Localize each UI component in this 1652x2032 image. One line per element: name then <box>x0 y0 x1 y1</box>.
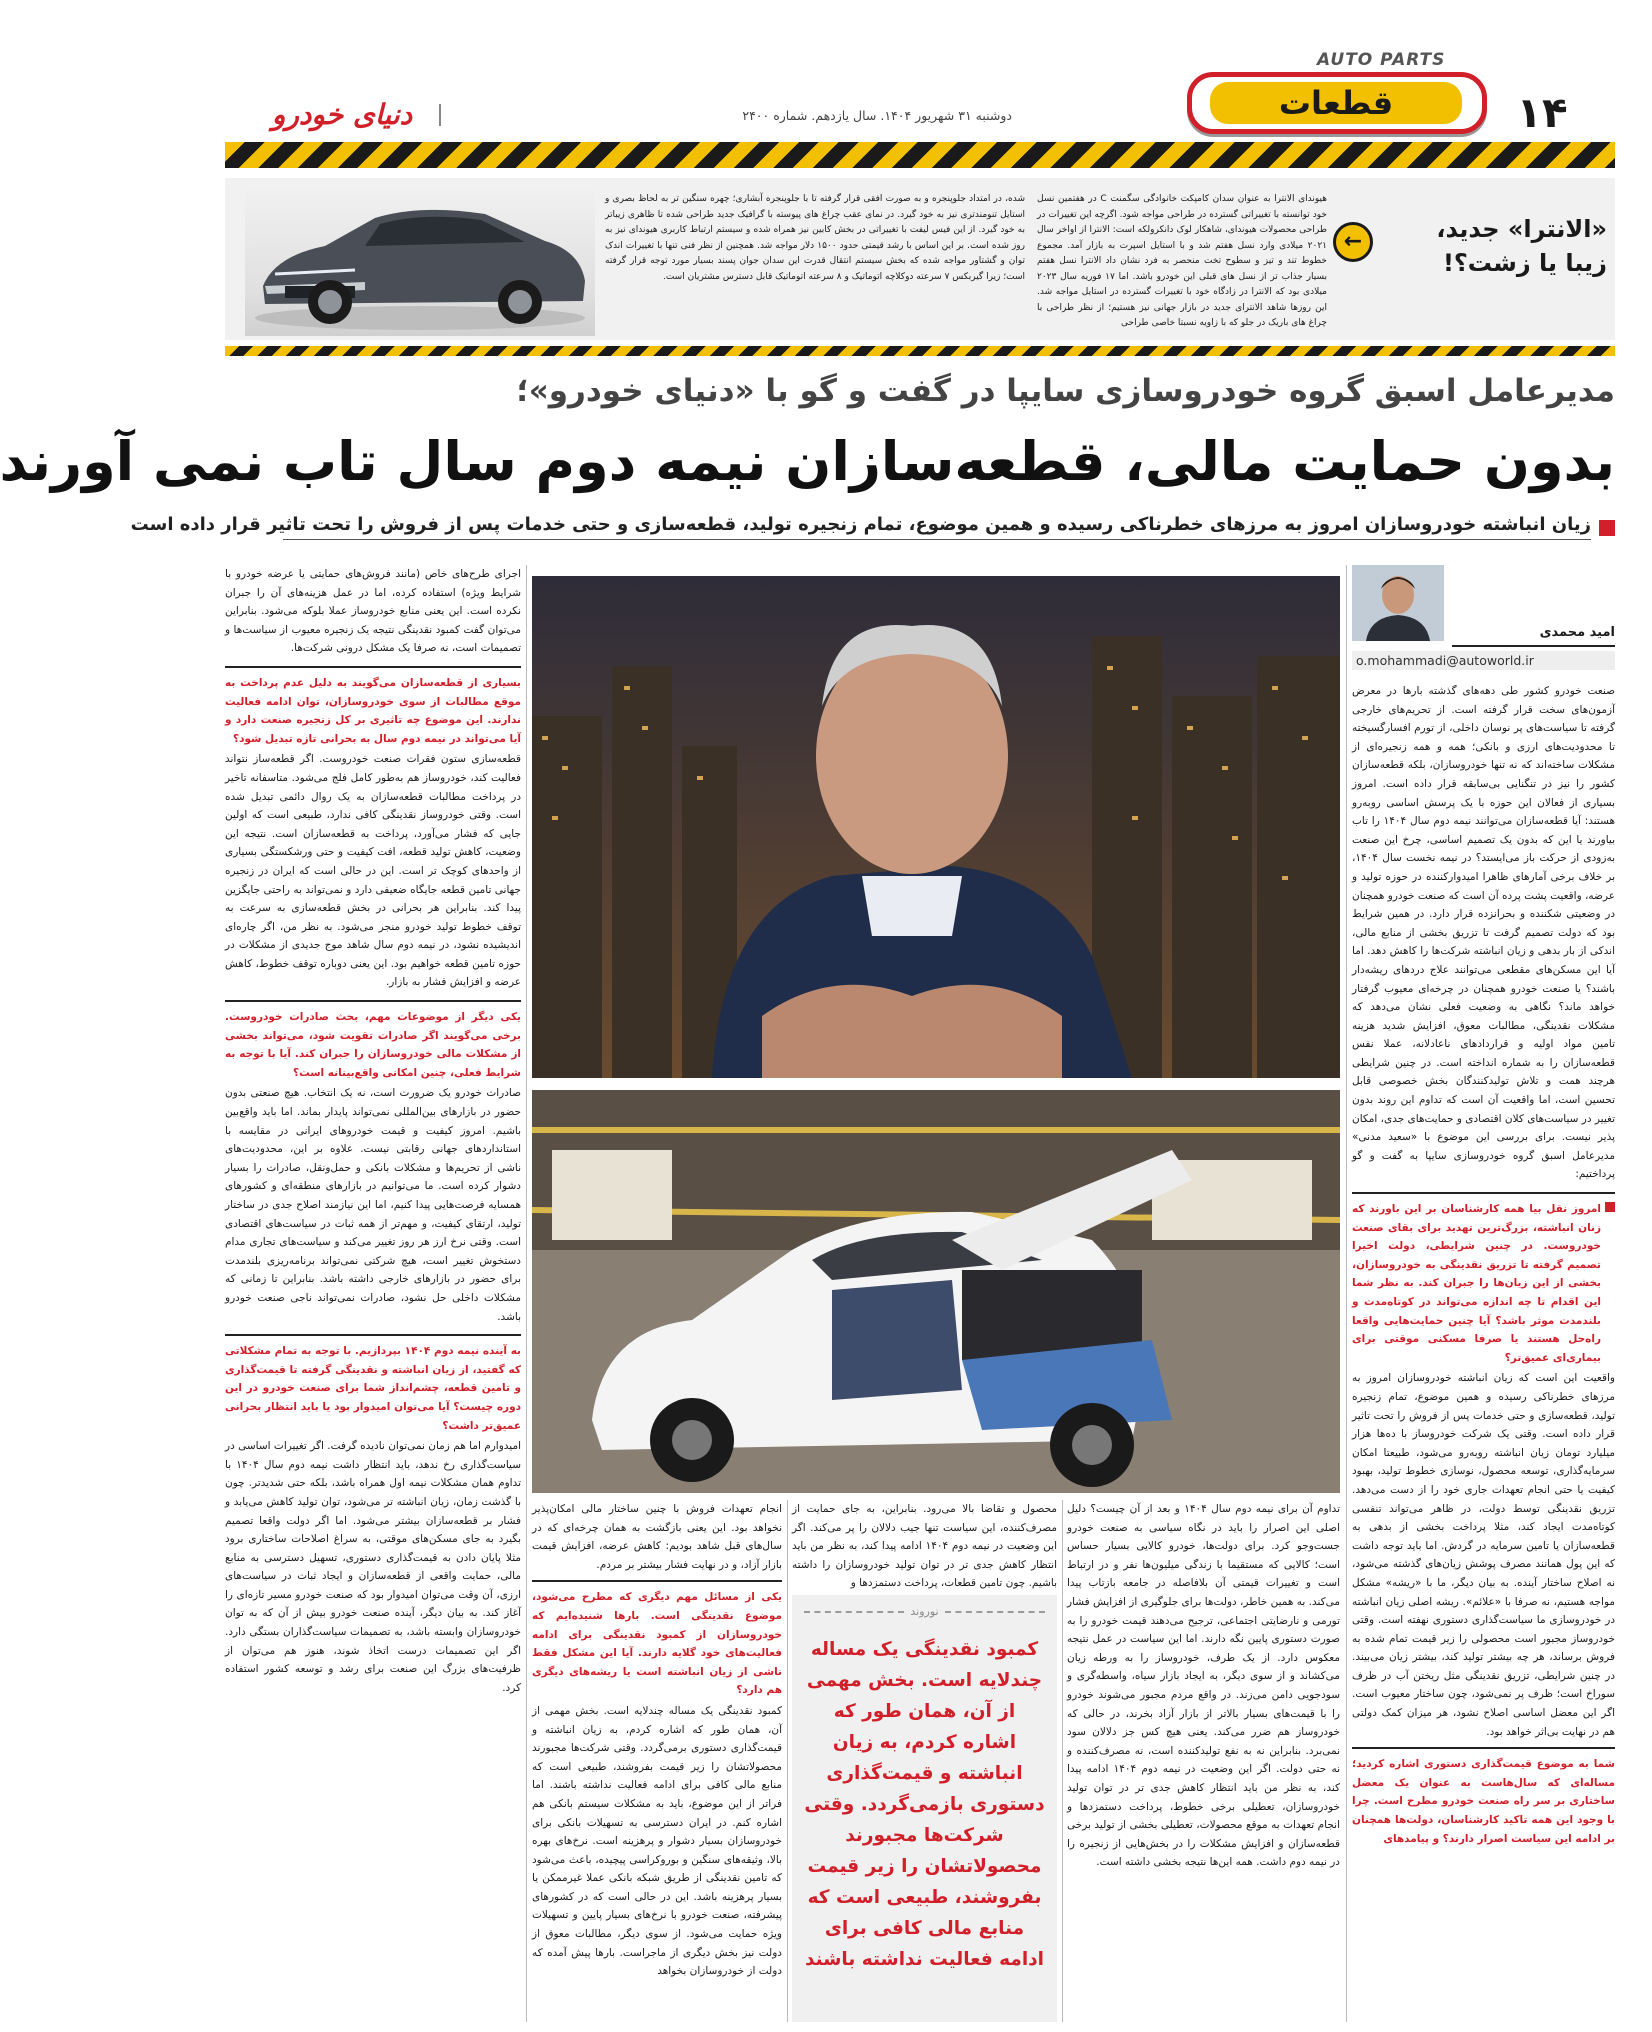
teaser-arrow-icon[interactable]: ← <box>1333 222 1373 262</box>
section-tag: AUTO PARTS <box>1317 50 1446 70</box>
question-6: به آینده نیمه دوم ۱۴۰۴ بپردازیم. با توجه به تمام مشکلاتی که گفتید، از زیان انباشته و نقدینگی گرفته تا قیمت‌گذاری و تامین قطعه، چشم‌انداز شما برای صنعت خودرو در این دوره چیست؟ آیا می‌توان امیدوار بود یا باید انتظار بحرانی عمیق‌تر داشت؟ <box>225 1345 521 1432</box>
pull-quote-tag: نوروند <box>910 1605 939 1618</box>
hazard-stripe <box>225 142 1615 168</box>
masthead <box>187 0 1652 170</box>
column-mid-left <box>532 1500 782 2022</box>
author-email[interactable]: o.mohammadi@autoworld.ir <box>1352 651 1615 670</box>
column-rule <box>526 565 527 2022</box>
question-4: بسیاری از قطعه‌سازان می‌گویند به دلیل عدم پرداخت به موقع مطالبات از سوی خودروسازان، توان ادامه فعالیت ندارند. این موضوع چه تاثیری بر کل زنجیره صنعت دارد و آیا می‌تواند در نیمه دوم سال به بحرانی تازه تبدیل شود؟ <box>225 676 521 745</box>
column-rule <box>787 1500 788 2022</box>
q-marker <box>1605 1202 1615 1212</box>
issue-line: دوشنبه ۳۱ شهریور ۱۴۰۴. سال یازدهم. شماره ۲۴۰۰ <box>742 108 1012 123</box>
column-rule <box>1062 1500 1063 2022</box>
section-name: قطعات <box>1278 84 1394 122</box>
article-kicker: مدیرعامل اسبق گروه خودروسازی سایپا در گفت و گو با «دنیای خودرو»؛ <box>516 373 1615 409</box>
hazard-stripe-2 <box>225 346 1615 356</box>
teaser-box <box>225 178 1615 340</box>
answer-3: کمبود نقدینگی یک مساله چندلایه است. بخش مهمی از آن، همان طور که اشاره کردم، به زیان انباشته و قیمت‌گذاری دستوری برمی‌گردد. وقتی شرکت‌ها مجبورند محصولاتشان را زیر قیمت بفروشند، طبیعی است که منابع مالی کافی برای ادامه فعالیت نداشته باشند. اما فراتر از این موضوع، باید به مشکلات سیستم بانکی هم اشاره کنم. در ایران دسترسی به تسهیلات بانکی برای خودروسازان بسیار دشوار و پرهزینه است. نرخ‌های بهره بالا، وثیقه‌های سنگین و بوروکراسی پیچیده، باعث می‌شود که تامین نقدینگی از طریق شبکه بانکی عملا غیرممکن یا بسیار پرهزینه باشد. این در حالی است که در کشورهای پیشرفته، صنعت خودرو با نرخ‌های بسیار پایین و تسهیلات ویژه حمایت می‌شود. از سوی دیگر، مطالبات معوق از دولت نیز بخش دیگری از ماجراست. بارها پیش آمده که دولت از خودروسازان بخواهد <box>532 1704 782 1978</box>
author-name: امید محمدی <box>1452 625 1615 647</box>
column-right <box>1352 682 1615 2022</box>
answer-2-end: انجام تعهدات فروش با چنین ساختار مالی امکان‌پذیر نخواهد بود. این یعنی بازگشت به همان چرخه‌ای که در سال‌های قبل شاهد بودیم: کاهش عرضه، افزایش قیمت بازار آزاد، و در نهایت فشار بیشتر بر مردم. <box>532 1503 782 1571</box>
question-3: یکی از مسائل مهم دیگری که مطرح می‌شود، موضوع نقدینگی است. بارها شنیده‌ایم که خودروسازان از کمبود نقدینگی برای ادامه فعالیت‌های خود گلایه دارند. آیا این مشکل فقط ناشی از زیان انباشته است یا ریشه‌های دیگری هم دارد؟ <box>532 1591 782 1697</box>
article-lead: زیان انباشته خودروسازان امروز به مرزهای خطرناکی رسیده و همین موضوع، تمام زنجیره تولید، قطعه‌سازی و حتی خدمات پس از فروش را تحت تاثیر قرار داده است <box>283 514 1591 540</box>
page-number: ۱۴ <box>1516 88 1568 137</box>
teaser-text-col1: هیوندای الانترا به عنوان سدان کامپکت خانوادگی سگمنت C در هفتمین نسل خود توانسته با تغییراتی گسترده در طراحی مواجه شود. اگرچه این تغییرات در طراحی محصولات هیوندای، شاهکار لوک دانکرولکه است: الانترا از اواخر سال ۲۰۲۱ میلادی وارد نسل هفتم شد و با استایل اسپرت به بازار آمد. مجموع خطوط تند و تیز و سطوح تخت منحصر به فرد نشان داد الانترا نسل هفتم بسیار جذاب تر از نسل های قبلی این خودرو باشد. اما ۱۷ فوریه سال ۲۰۲۳ میلادی بود که الانترا در زادگاه خود با تغییرات گسترده در استایل مواجه شد. این روزها شاهد الانترای جدید در بازار جهانی نیز هستیم؛ از نظر طراحی با چراغ های باریک در جلو که با زاویه نسبتا خاصی طراحی <box>1037 194 1327 328</box>
column-left <box>225 565 521 2022</box>
lead-marker <box>1599 520 1615 536</box>
pull-quote <box>792 1595 1057 2022</box>
answer-5: صادرات خودرو یک ضرورت است، نه یک انتخاب. هیچ صنعتی بدون حضور در بازارهای بین‌المللی نمی‌تواند پایدار بماند. اما باید واقع‌بین باشیم. امروز کیفیت و قیمت خودروهای ایرانی در مقایسه با استانداردهای جهانی رقابتی نیست. علاوه بر این، محدودیت‌های ناشی از تحریم‌ها و مشکلات بانکی و حمل‌ونقل، صادرات را بسیار دشوار کرده است. ما می‌توانیم در بازارهای منطقه‌ای و کشورهای همسایه فرصت‌هایی پیدا کنیم، اما این نیازمند اصلاح جدی در ساختار تولید، ارتقای کیفیت، و مهم‌تر از همه ثبات در سیاست‌های اقتصادی است. وقتی نرخ ارز هر روز تغییر می‌کند و سیاست‌های تجاری مدام دستخوش تغییر است، هیچ شرکتی نمی‌تواند برنامه‌ریزی بلندمدت برای حضور در بازارهای خارجی داشته باشد. بنابراین تا زمانی که مشکلات داخلی حل نشود، صادرات نمی‌تواند ناجی صنعت خودرو باشد. <box>225 1087 521 1323</box>
author-box <box>1352 565 1615 673</box>
logo: دنیای خودرو <box>271 98 413 131</box>
answer-4: قطعه‌سازی ستون فقرات صنعت خودروست. اگر قطعه‌ساز نتواند فعالیت کند، خودروساز هم به‌طور کامل فلج می‌شود. متاسفانه تاخیر در پرداخت مطالبات قطعه‌سازان به یک روال دائمی تبدیل شده است. وقتی خودروساز نقدینگی کافی ندارد، طبیعی است که اولین جایی که فشار می‌آورد، پرداخت به قطعه‌سازان است. نتیجه این وضعیت، کاهش تولید قطعه، افت کیفیت و حتی ورشکستگی بسیاری از واحدهای کوچک تر است. این در حالی است که ایران در زنجیره جهانی تامین قطعه جایگاه ضعیفی دارد و نمی‌تواند به راحتی جایگزین پیدا کند. بنابراین هر بحرانی در بخش قطعه‌سازی به سرعت به توقف خطوط تولید خودرو منجر می‌شود. به نظر من، اگر چاره‌ای اندیشیده نشود، در نیمه دوم سال شاهد موج جدیدی از مشکلات در حوزه تامین قطعه خواهیم بود. این یعنی دوباره توقف خطوط، کاهش عرضه و افزایش فشار به بازار. <box>225 753 521 989</box>
column-rule <box>1346 565 1347 2022</box>
factory-photo <box>532 1090 1340 1493</box>
teaser-car-image <box>245 186 595 336</box>
intro-paragraph: صنعت خودرو کشور طی دهه‌های گذشته بارها در معرض آزمون‌های سخت قرار گرفته است. از تحریم‌های خارجی گرفته تا سیاست‌های پر نوسان داخلی، از تورم افسارگسیخته تا محدودیت‌های ارزی و بانکی؛ همه و همه زنجیره‌ای از مشکلات ساخته‌اند که نه تنها خودروسازان، بلکه قطعه‌سازان کشور را نیز در تنگنایی بی‌سابقه قرار داده است. امروز بسیاری از فعالان این حوزه با یک پرسش اساسی روبه‌رو هستند: آیا قطعه‌سازان می‌توانند نیمه دوم سال ۱۴۰۴ را تاب بیاورند یا این که بدون یک تصمیم اساسی، چرخ این صنعت به‌زودی از حرکت باز می‌ایستد؟ در نیمه نخست سال ۱۴۰۴، بر خلاف برخی آمارهای ظاهرا امیدوارکننده در حوزه تولید و عرضه، واقعیت پشت پرده آن است که صنعت خودرو همچنان در وضعیتی شکننده و بحرانزده قرار دارد. در همین شرایط بود که دولت تصمیم گرفت تا تزریق بخشی از منابع مالی، اندکی از بار بدهی و زیان انباشته شرکت‌ها را کاهش دهد. اما آیا این مسکن‌های مقطعی می‌توانند علاج دردهای ریشه‌دار باشند؟ یا صنعت خودرو همچنان در چرخه‌ای معیوب گرفتار خواهد ماند؟ نگاهی به وضعیت فعلی نشان می‌دهد که مشکلات نقدینگی، مطالبات معوق، افزایش شدید هزینه تامین مواد اولیه و قراردادهای ناعادلانه، عملا نفس قطعه‌سازان را به شماره انداخته است. در چنین شرایطی هرچند همت و تلاش تولیدکنندگان بخش خصوصی قابل تحسین است، اما واقعیت آن است که تداوم این روند بدون تغییر در سیاست‌های کلان اقتصادی و حمایت‌های جدی، امکان پذیر نیست. برای بررسی این موضوع با «سعید مدنی» مدیرعامل اسبق گروه خودروسازی سایپا به گفت و گو پرداختیم: <box>1351 685 1615 1181</box>
interview-photo <box>532 576 1340 1078</box>
answer-6: امیدوارم اما هم زمان نمی‌توان نادیده گرفت. اگر تغییرات اساسی در سیاست‌گذاری رخ ندهد، باید انتظار داشت نیمه دوم سال ۱۴۰۴ با تداوم همان مشکلات نیمه اول همراه باشد، بلکه حتی شدیدتر. چون با گذشت زمان، زیان انباشته تر می‌شود، توان تولید کاهش می‌یابد و فشار بر قطعه‌سازان بیشتر می‌شود. اما اگر دولت واقعا تصمیم بگیرد به جای مسکن‌های موقتی، به سراغ اصلاحات ساختاری برود مثلا پایان دادن به قیمت‌گذاری دستوری، تسهیل دسترسی به منابع مالی، حمایت واقعی از قطعه‌سازان و ایجاد ثبات در سیاست‌های ارزی، آن وقت می‌توان امیدوار بود که صنعت خودرو مسیر تازه‌ای را آغاز کند. به بیان دیگر، آینده صنعت خودرو بیش از آن که به توان خودروسازان وابسته باشد، به تصمیمات سیاست‌گذاران بستگی دارد. اگر این تصمیمات درست اتخاذ شوند، هنوز هم می‌توان از ظرفیت‌های بزرگ این صنعت برای رشد و توسعه کشور استفاده کرد. <box>225 1440 521 1694</box>
answer-2: تداوم آن برای نیمه دوم سال ۱۴۰۴ و بعد از آن چیست؟ دلیل اصلی این اصرار را باید در نگاه سیاسی به صنعت خودرو جست‌وجو کرد. برای دولت‌ها، خودرو کالایی بسیار حساس است؛ کالایی که مستقیما با زندگی میلیون‌ها نفر و در ارتباط است و تغییرات قیمتی آن بلافاصله در جامعه بازتاب پیدا می‌کند. به همین خاطر، دولت‌ها برای جلوگیری از افزایش فشار تورمی و نارضایتی اجتماعی، ترجیح می‌دهند قیمت خودرو را به صورت دستوری پایین نگه دارند. اما این سیاست در عمل نتیجه معکوس دارد. از یک طرف، خودروساز را به ورطه زیان می‌کشاند و از سوی دیگر، به ایجاد بازار سیاه، واسطه‌گری و سودجویی دامن می‌زند. در واقع مردم مجبور می‌شوند خودرو را با قیمت‌های بسیار بالاتر از بازار آزاد بخرند، در حالی که خودروساز هم ضرر می‌کند. یعنی هیچ کس جز دلالان سود نمی‌برد. بنابراین نه به نفع تولیدکننده است، نه مصرف‌کننده و نه حتی دولت. اگر این وضعیت در نیمه دوم ۱۴۰۴ ادامه پیدا کند، به نظر من باید انتظار کاهش جدی تر در توان تولید خودروسازان، تعطیلی برخی خطوط، پرداخت دستمزدها و انجام تعهدات به موقع محصولات، تعطیلی بخشی از تولید برخی قطعه‌سازان و افزایش مشکلات را در بخش‌هایی از زنجیره را در نیمه دوم داشت. همه این‌ها نتیجه بخشی داشته است. <box>1067 1503 1340 1869</box>
section-badge <box>1187 72 1487 134</box>
question-2: شما به موضوع قیمت‌گذاری دستوری اشاره کردید؛ مساله‌ای که سال‌هاست به عنوان یک معضل ساختاری بر سر راه صنعت خودرو مطرح است. چرا با وجود این همه تاکید کارشناسان، دولت‌ها همچنان بر ادامه این سیاست اصرار دارند؟ و پیامدهای <box>1352 1758 1615 1845</box>
teaser-title-line1: «الانترا» جدید، <box>1436 215 1607 243</box>
column-mid-right <box>1067 1500 1340 2022</box>
answer-3-end: اجرای طرح‌های خاص (مانند فروش‌های حمایتی یا عرضه خودرو با شرایط ویژه) استفاده کرده، اما در عمل هزینه‌های آن را جبران نکرده است. این یعنی منابع خودروساز عملا بلوکه می‌شود. بنابراین می‌توان گفت کمبود نقدینگی نتیجه یک زنجیره معیوب از سیاست‌ها و تصمیمات است، نه صرفا یک مشکل درونی شرکت‌ها. <box>225 568 521 655</box>
teaser-title <box>1377 212 1607 280</box>
article-headline: بدون حمایت مالی، قطعه‌سازان نیمه دوم سال تاب نمی آورند <box>0 430 1615 493</box>
column-mid <box>792 1500 1057 1590</box>
answer-2-cont: محصول و تقاضا بالا می‌رود. بنابراین، به جای حمایت از مصرف‌کننده، این سیاست تنها جیب دلالان را پر می‌کند. اگر این وضعیت در نیمه دوم ۱۴۰۴ ادامه پیدا کند، به نظر من باید انتظار کاهش جدی تر در توان تولید خودروسازان را داشته باشیم. چون تامین قطعات، پرداخت دستمزدها و <box>792 1503 1057 1590</box>
author-photo <box>1352 565 1444 641</box>
teaser-title-line2: زیبا یا زشت؟! <box>1442 249 1607 277</box>
question-5: یکی دیگر از موضوعات مهم، بحث صادرات خودروست. برخی می‌گویند اگر صادرات تقویت شود، می‌تواند بخشی از مشکلات مالی خودروسازان را جبران کند. آیا با توجه به شرایط فعلی، چنین امکانی واقع‌بینانه است؟ <box>225 1011 521 1079</box>
header-divider <box>439 104 441 126</box>
question-1: امروز نقل بیا همه کارشناسان بر این باورند که زنان انباشته، بزرگ‌ترین تهدید برای بقای صنعت خودروست. در چنین شرایطی، دولت اخیرا تصمیم گرفته تا تزریق نقدینگی به خودروسازان، بخشی از این زیان‌ها را جبران کند. به نظر شما این اقدام تا چه اندازه می‌تواند در کوتاه‌مدت و بلندمدت موثر باشد؟ آیا چنین حمایت‌هایی واقعا راه‌حل هستند یا صرفا مسکنی موقتی برای بیماری‌ای عمیق‌تر؟ <box>1352 1203 1601 1364</box>
teaser-text-col2: شده، در امتداد جلوپنجره و به صورت افقی قرار گرفته تا با جلوپنجره آبشاری؛ چهره سنگین تر به لحاظ بصری و استایل تنومندتری نیز به خود گیرد. در نمای عقب چراغ های پیوسته با گرافیک جدید طراحی شده تا ظاهری زیباتر به خود گیرد. از این فیس لیفت با تغییراتی در بخش کابین نیز همراه شده و سیستم ارتباط کاربری هیوندای نیز به روز شده است. بر این اساس با رشد قیمتی حدود ۱۵۰۰ دلار مواجه شد. همچنین از نظر فنی تنها با تغییرات اندک توان و گشتاور مواجه شده که بخش سیستم انتقال قدرت این سدان جوان پسند بسیار مورد توجه قرار گرفته است؛ زیرا گیربکس ۷ سرعته دوکلاچه اتوماتیک و ۸ سرعته اتوماتیک قابل دسترس مشتریان است. <box>605 194 1025 282</box>
answer-1: واقعیت این است که زیان انباشته خودروسازان امروز به مرزهای خطرناکی رسیده و همین موضوع، تمام زنجیره تولید، قطعه‌سازی و حتی خدمات پس از فروش را تحت تاثیر قرار داده است. وقتی یک شرکت خودروساز با ده‌ها هزار میلیارد تومان زیان انباشته روبه‌رو می‌شود، طبیعتا امکان سرمایه‌گذاری، توسعه محصول، نوسازی خطوط تولید، بهبود کیفیت یا حتی انجام تعهدات جاری خود را از دست می‌دهد. تزریق نقدینگی توسط دولت، در ظاهر می‌تواند تنفسی کوتاه‌مدت ایجاد کند، مثلا پرداخت بخشی از بدهی به قطعه‌سازان یا تامین سرمایه در گردش. اما باید توجه داشت که این پول همانند مصرف پوشش زیان‌های گذشته می‌شود، نه اصلاح ساختار آینده. به بیان دیگر، ما با «ریشه» مشکل مواجه هستیم، نه صرفا با «علائم». ریشه اصلی زیان انباشته در خودروسازی ما سیاست‌گذاری دستوری نهفته است. وقتی خودروساز مجبور است محصولی را زیر قیمت تمام شده به فروش برساند، هر چه بیشتر تولید کند، بیشتر زیان می‌بیند. در چنین شرایطی، تزریق نقدینگی مثل ریختن آب در ظرف سوراخ است؛ ظرف پر نمی‌شود، چون ساختار معیوب است. اگر این معضل اساسی اصلاح نشود، هر میزان کمک دولتی هم در نهایت بی‌اثر خواهد بود. <box>1352 1372 1615 1738</box>
pull-quote-text: کمبود نقدینگی یک مساله چندلایه است. بخش مهمی از آن، همان طور که اشاره کردم، به زیان انباشته و قیمت‌گذاری دستوری بازمی‌گردد. وقتی شرکت‌ها مجبورند محصولاتشان را زیر قیمت بفروشند، طبیعی است که منابع مالی کافی برای ادامه فعالیت نداشته باشند <box>804 1639 1045 1970</box>
